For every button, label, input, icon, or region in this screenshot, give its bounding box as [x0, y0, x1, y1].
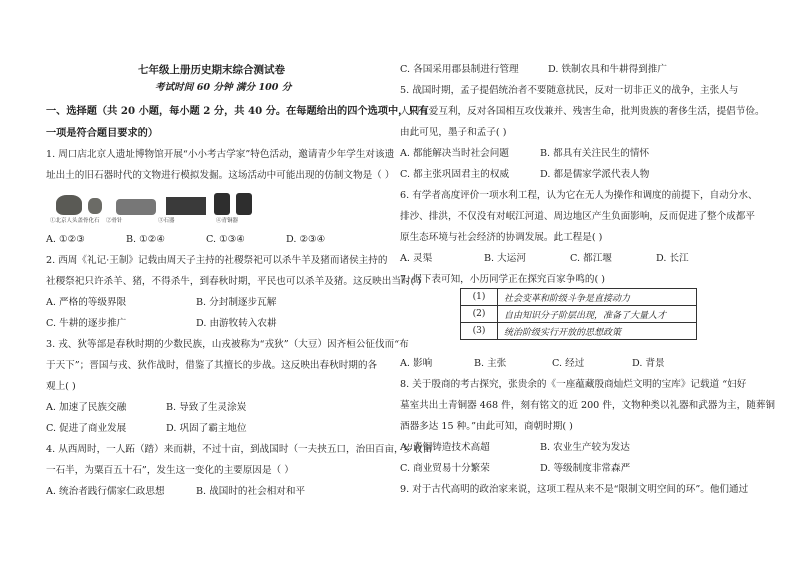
exam-info: 考试时间 60 分钟 满分 100 分 [155, 82, 292, 93]
stone-tool-image [116, 199, 156, 215]
q6-text-end: 原生态环境与社会经济的协调发展。此工程是( ) [400, 232, 603, 243]
q6-option-d[interactable]: D. 长江 [656, 253, 689, 264]
caption-4: ④青铜器 [216, 218, 239, 224]
q6-text: 6. 有学者高度评价一项水利工程，认为它在无人为操作和调度的前提下，自动分水、 [400, 190, 758, 201]
q3-option-a[interactable]: A. 加速了民族交融 [46, 402, 127, 413]
table-cell: (1) [461, 289, 498, 306]
q8-option-c[interactable]: C. 商业贸易十分繁荣 [400, 463, 490, 474]
q3-option-b[interactable]: B. 导致了生灵涂炭 [166, 402, 247, 413]
bronze-ware-image [166, 197, 206, 215]
q6-text-cont: 排沙、排洪，不仅没有对岷江河道、周边地区产生负面影响，反而促进了整个成都平 [400, 211, 755, 222]
q3-text-end: 观上( ) [46, 381, 76, 392]
q8-text: 8. 关于殷商的考古探究，张贵余的《一座蕴藏殷商灿烂文明的宝库》记载道 “妇好 [400, 379, 747, 390]
table-cell: (2) [461, 306, 498, 323]
q5-option-d[interactable]: D. 都是儒家学派代表人物 [540, 169, 650, 180]
q5-text-end: 由此可见，墨子和孟子( ) [400, 127, 507, 138]
q2-text-cont: 社稷祭祀只许杀羊、猪，不得杀牛，到春秋时期，平民也可以杀羊及猪。这反映出当时( ) [46, 276, 422, 287]
caption-1: ①北京人头盖骨化石 [50, 218, 100, 224]
q2-option-c[interactable]: C. 牛耕的逐步推广 [46, 318, 127, 329]
section-heading-cont: 一项是符合题目要求的） [46, 127, 159, 139]
q4-option-a[interactable]: A. 统治者践行儒家仁政思想 [46, 486, 165, 497]
page-title: 七年级上册历史期末综合测试卷 [138, 64, 285, 76]
q1-option-b[interactable]: B. ①②④ [126, 234, 165, 245]
table-cell: 自由知识分子阶层出现，准备了大量人才 [498, 306, 697, 323]
q5-option-a[interactable]: A. 都能解决当时社会问题 [400, 148, 509, 159]
bone-needle-image [88, 198, 102, 214]
q8-option-a[interactable]: A. 青铜铸造技术高超 [400, 442, 490, 453]
q7-table [460, 288, 697, 340]
artifact-image-6 [236, 193, 252, 215]
artifact-image-5 [214, 193, 230, 215]
q5-text-cont: 人们互爱互利，反对各国相互攻伐兼并、残害生命，批判贵族的奢侈生活，提倡节俭。 [400, 106, 765, 117]
q2-text: 2. 西周《礼记·王制》记载由周天子主持的社稷祭祀可以杀牛羊及猪而诸侯主持的 [46, 255, 388, 266]
caption-2: ②骨针 [106, 218, 123, 224]
q4-option-d[interactable]: D. 铁制农具和牛耕得到推广 [548, 64, 667, 75]
q4-text-cont: 一石半，为粟百五十石”，发生这一变化的主要原因是（ ） [46, 465, 294, 476]
q7-option-a[interactable]: A. 影响 [400, 358, 433, 369]
table-row [461, 289, 697, 306]
q5-text: 5. 战国时期，孟子提倡统治者不要随意扰民，反对一切非正义的战争，主张人与 [400, 85, 739, 96]
q3-option-d[interactable]: D. 巩固了霸主地位 [166, 423, 247, 434]
q8-text-end: 酒器多达 15 种。”由此可知，商朝时期( ) [400, 421, 573, 432]
q4-option-b[interactable]: B. 战国时的社会相对和平 [196, 486, 306, 497]
q7-option-c[interactable]: C. 经过 [552, 358, 585, 369]
q1-artifact-images [46, 195, 316, 223]
q5-option-b[interactable]: B. 都具有关注民生的情怀 [540, 148, 650, 159]
q3-option-c[interactable]: C. 促进了商业发展 [46, 423, 127, 434]
q2-option-a[interactable]: A. 严格的等级界限 [46, 297, 127, 308]
q1-option-a[interactable]: A. ①②③ [46, 234, 85, 245]
q4-text: 4. 从西周时，一人跖（踏）来而耕，不过十亩，到战国时（一夫挟五口，治田百亩，岁收亩 [46, 444, 433, 455]
q8-option-d[interactable]: D. 等级制度非常森严 [540, 463, 631, 474]
table-cell: 统治阶级实行开放的思想政策 [498, 323, 697, 340]
q1-text: 1. 周口店北京人遗址博物馆开展“小小考古学家”特色活动，邀请青少年学生对该遗 [46, 149, 395, 160]
q7-option-b[interactable]: B. 主张 [474, 358, 507, 369]
q8-option-b[interactable]: B. 农业生产较为发达 [540, 442, 630, 453]
q1-option-d[interactable]: D. ②③④ [286, 234, 326, 245]
table-cell: 社会变革和阶级斗争是直接动力 [498, 289, 697, 306]
q5-option-c[interactable]: C. 都主张巩固君主的权威 [400, 169, 510, 180]
q1-text-cont: 址出土的旧石器时代的文物进行模拟发掘。这场活动中可能出现的仿制文物是（ ） [46, 170, 395, 181]
q2-option-d[interactable]: D. 由游牧转入农耕 [196, 318, 277, 329]
caption-3: ③石器 [158, 218, 175, 224]
table-cell: (3) [461, 323, 498, 340]
skull-fossil-image [56, 195, 82, 215]
q7-text: 7. 据下表可知，小历同学正在探究百家争鸣的( ) [400, 274, 606, 285]
q8-text-cont: 墓室共出土青铜器 468 件，刻有铭文的近 200 件，文物种类以礼器和武器为主，随葬铜 [400, 400, 776, 411]
q3-text: 3. 戎、狄等部是春秋时期的少数民族，山戎被称为“戎狄”（大豆）因齐桓公征伐而“布 [46, 339, 409, 350]
q6-option-c[interactable]: C. 都江堰 [570, 253, 612, 264]
table-row [461, 323, 697, 340]
table-row [461, 306, 697, 323]
q2-option-b[interactable]: B. 分封制逐步瓦解 [196, 297, 277, 308]
q3-text-cont: 于天下”；晋国与戎、狄作战时，借鉴了其擅长的步战。这反映出春秋时期的各 [46, 360, 378, 371]
q6-option-b[interactable]: B. 大运河 [484, 253, 526, 264]
q7-option-d[interactable]: D. 背景 [632, 358, 665, 369]
q4-option-c[interactable]: C. 各国采用郡县制进行管理 [400, 64, 519, 75]
q9-text: 9. 对于古代高明的政治家来说，这项工程从来不是“限制文明空间的环”。他们通过 [400, 484, 749, 495]
q1-option-c[interactable]: C. ①③④ [206, 234, 245, 245]
section-heading: 一、选择题（共 20 小题，每小题 2 分，共 40 分。在每题给出的四个选项中，只有 [46, 105, 429, 117]
q6-option-a[interactable]: A. 灵渠 [400, 253, 433, 264]
